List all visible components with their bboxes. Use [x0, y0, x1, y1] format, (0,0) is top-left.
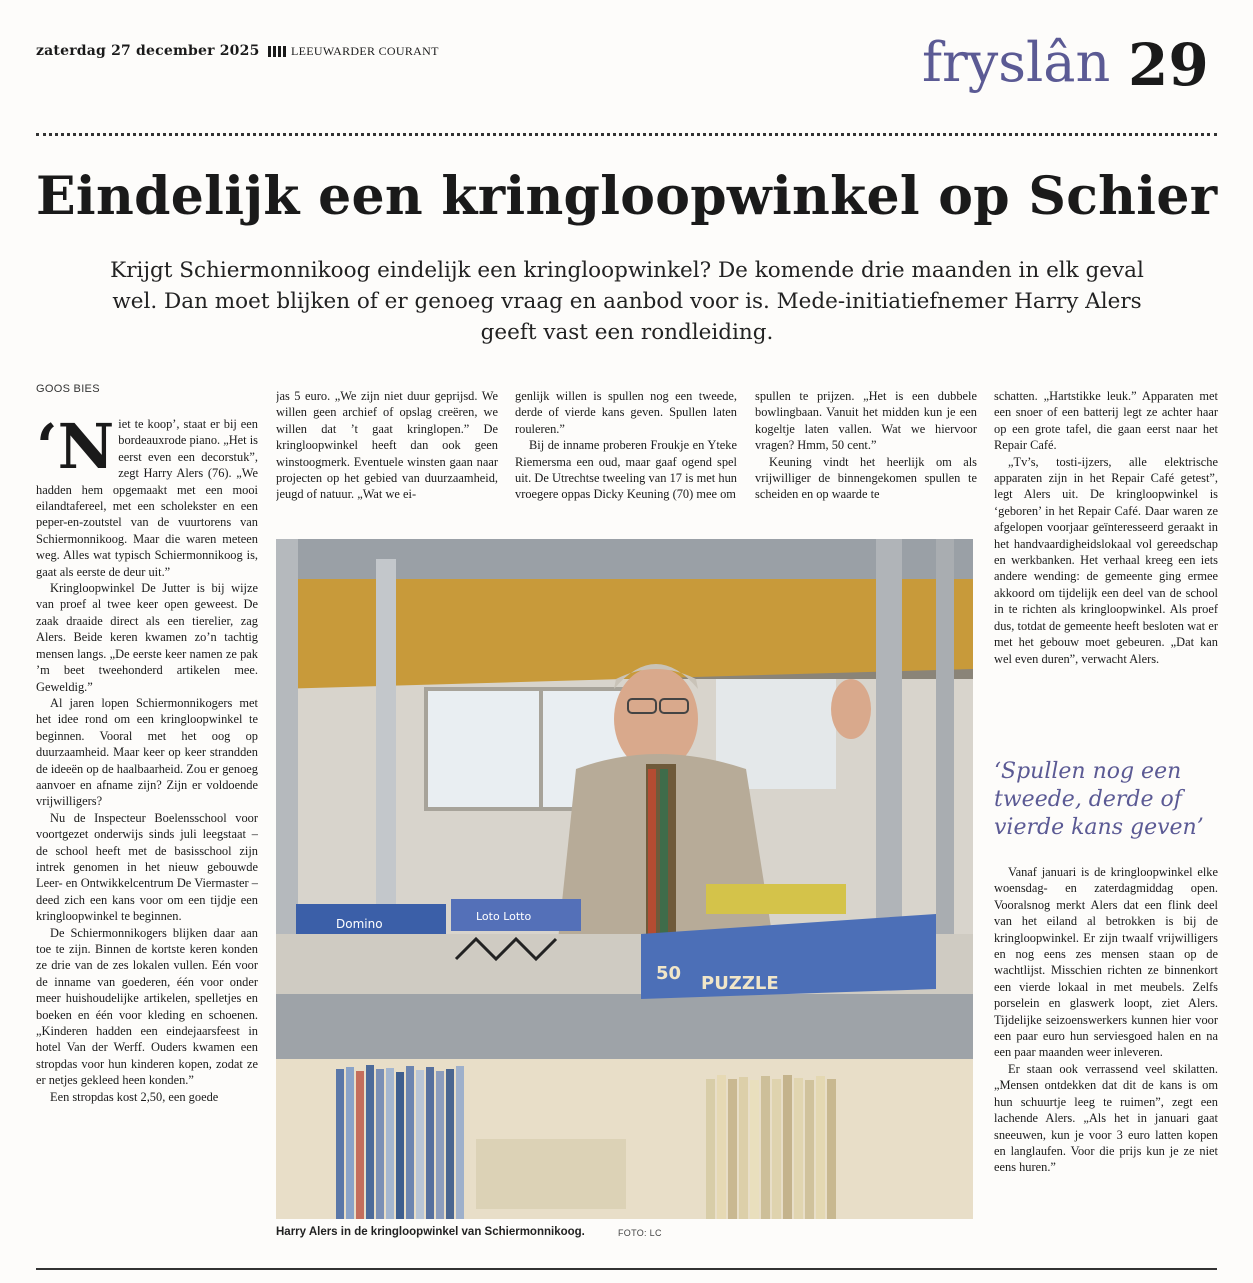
newspaper-name	[268, 44, 439, 59]
byline: GOOS BIES	[36, 383, 100, 395]
column-1	[36, 416, 258, 1242]
issue-date: zaterdag 27 december 2025	[36, 43, 260, 59]
paragraph: De Schiermonnikogers blijken daar aan toe te zijn. Binnen de kortste keren konden ze drie van de zes lokalen vullen. Eén voor de inname van goederen, één voor onder meer huishoudelijke artikelen, spelletjes en boeken en één voor kleding en schoenen. „Kinderen hadden een eindejaarsfeest in hotel Van der Werff. Ouders kwamen een stropdas voor hun kinderen kopen, zodat ze er netjes gekleed heen konden.”	[36, 925, 258, 1088]
drop-cap: ‘N	[36, 416, 115, 483]
paragraph: Kringloopwinkel De Jutter is bij wijze van proef al twee keer open geweest. De zaak draaide direct als een tierelier, zag Alers. Beide keren kwamen zo’n tachtig mensen langs. „De eerste keer namen ze pak ’m beet tweehonderd artikelen mee. Geweldig.”	[36, 581, 258, 694]
section-title: fryslân	[922, 31, 1111, 94]
paragraph: Bij de inname proberen Froukje en Yteke Riemersma een oud, maar gaaf ogend spel uit. De Utrechtse tweeling van 17 is met hun vroegere oppas Dicky Keuning (70) mee om	[515, 438, 737, 502]
paragraph: Al jaren lopen Schiermonnikogers met het idee rond om een kringloopwinkel te beginnen. Vooral met het oog op duurzaamheid. Maar keer op keer strandden de ideeën op de haalbaarheid. Zou er genoeg aanvoer en afname zijn? Zijn er voldoende vrijwilligers?	[36, 695, 258, 809]
logo-bars-icon	[268, 46, 286, 57]
column-2	[276, 388, 498, 523]
paragraph: Nu de Inspecteur Boelensschool voor voortgezet onderwijs sinds juli leegstaat – de school heeft met de basisschool zijn intrek genomen in het nieuw gebouwde Leer- en Ontwikkelcentrum De Viermaster – deed zich een kans voor om een tijdje een kringloopwinkel te beginnen.	[36, 810, 258, 924]
paragraph: iet te koop’, staat er bij een bordeauxrode piano. „Het is eerst even een decorstuk”, zegt Harry Alers (76). „We hadden hem opgemaakt met een mooi eilandtafereel, met een scholekster en een peper-en-zoutstel van de vuurtorens van Schiermonnikoog. Maar die waren meteen weg. Alles wat typisch Schiermonnikoog is, gaat als eerste de deur uit.”	[36, 417, 258, 579]
paragraph: jas 5 euro. „We zijn niet duur geprijsd. We willen geen archief of opslag creëren, we willen dat ’t gaat kringlopen.” De kringloopwinkel heeft dan ook geen winstoogmerk. Eventuele winsten gaan naar projecten op het gebied van duurzaamheid, jeugd of natuur. „Wat we ei-	[276, 389, 498, 502]
column-5-continued	[994, 864, 1218, 1244]
column-3	[515, 388, 737, 523]
paragraph: „Tv’s, tosti-ijzers, alle elektrische apparaten zijn in het Repair Café getest”, legt Alers uit. De kringloopwinkel is ‘geboren’ in het Repair Café. Daar waren ze afgelopen voorjaar geïnteresseerd geraakt in het handvaardigheidslokaal vol gereedschap en werkbanken. Het verhaal kreeg een iets andere wending: de gemeente ging ermee akkoord om tijdelijk een deel van de school in te richten als kringloopwinkel. Als proef dus, totdat de gemeente heeft besloten wat er met het gebouw moet gebeuren. „Dat kan wel even duren”, verwacht Alers.	[994, 454, 1218, 666]
dotted-divider	[36, 133, 1217, 136]
paragraph: spullen te prijzen. „Het is een dubbele bowlingbaan. Vanuit het midden kun je een kogeltje laten vallen. Wat we hiervoor vragen? Hmm, 50 cent.”	[755, 389, 977, 453]
page-number: 29	[1128, 31, 1209, 99]
paragraph: Vanaf januari is de kringloopwinkel elke woensdag- en zaterdagmiddag open. Vooralsnog merkt Alers dat een flink deel van het eiland al betrokken is bij de kringloopwinkel. Er zijn twaalf vrijwilligers en nog eens zes mensen staan op de wachtlijst. Misschien richten ze binnenkort een vierde lokaal in met meubels. Zelfs porselein en glaswerk loopt, ziet Alers. Tijdelijke seizoenswerkers kunnen hier voor een paar euro hun serviesgoed halen en na een paar maanden weer inleveren.	[994, 865, 1218, 1060]
article-headline: Eindelijk een kringloopwinkel op Schier	[36, 166, 1218, 227]
photo-credit: FOTO: LC	[618, 1228, 662, 1238]
domino-box-text: Domino	[336, 917, 383, 931]
paragraph: Een stropdas kost 2,50, een goede	[50, 1089, 219, 1104]
paragraph: Er staan ook verrassend veel skilatten. „Mensen ontdekken dat dit de kans is om hun schuurtje leeg te ruimen”, zegt een lachende Alers. „Als het in januari gaat sneeuwen, kun je voor 3 euro latten kopen en langlaufen. Voor die prijs kun je ze niet eens huren.”	[994, 1061, 1218, 1175]
footer-rule	[36, 1268, 1217, 1270]
newspaper-name-text: LEEUWARDER COURANT	[291, 44, 439, 58]
photo-caption: Harry Alers in de kringloopwinkel van Schiermonnikoog.	[276, 1226, 585, 1238]
pull-quote: ‘Spullen nog een tweede, derde of vierde kans geven’	[994, 759, 1204, 840]
puzzle-box-label: PUZZLE	[701, 973, 779, 994]
column-4	[755, 388, 977, 523]
article-photo	[276, 539, 973, 1219]
column-5	[994, 388, 1218, 738]
paragraph: genlijk willen is spullen nog een tweede, derde of vierde kans geven. Spullen laten rouleren.”	[515, 389, 737, 436]
photo-illustration	[276, 539, 973, 1219]
puzzle-box-count: 50	[656, 963, 682, 984]
article-intro: Krijgt Schiermonnikoog eindelijk een kringloopwinkel? De komende drie maanden in elk geval wel. Dan moet blijken of er genoeg vraag en aanbod voor is. Mede-initiatiefnemer Harry Alers geeft vast een rondleiding.	[110, 258, 1144, 345]
lotto-box-text: Loto Lotto	[476, 910, 532, 923]
paragraph: Keuning vindt het heerlijk om als vrijwilliger de binnengekomen spullen te scheiden en op waarde te	[755, 454, 977, 502]
paragraph: schatten. „Hartstikke leuk.” Apparaten met een snoer of een batterij legt ze achter haar op een grote tafel, die gaan eerst naar het Repair Café.	[994, 389, 1218, 453]
